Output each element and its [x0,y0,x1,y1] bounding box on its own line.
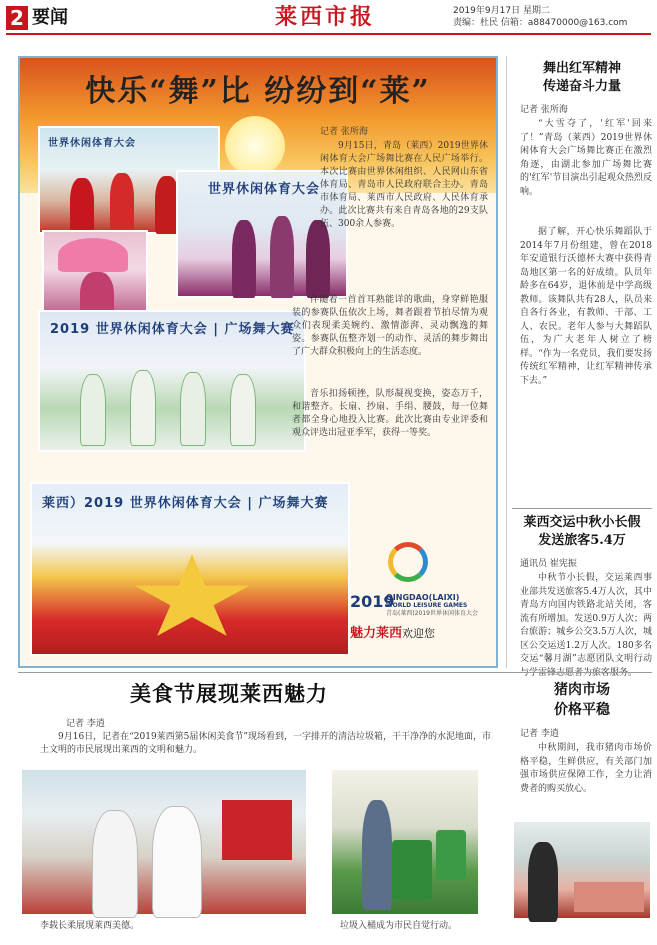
story1-title-2: 传递奋斗力量 [542,79,621,94]
logo-en-2: WORLD LEISURE GAMES [386,602,468,609]
dance-photo-5 [30,482,350,656]
person-figure [152,806,202,918]
logo-year: 2019 [350,592,395,611]
food-body: 9月16日，记者在“2019莱西第5届休闲美食节”现场看到，一字排开的清洁垃圾箱，干干净净的水泥地面，市土文明的市民展现出莱西的文明和魅力。 [40,732,492,755]
story1-byline: 记者 张所海 [520,105,568,115]
welcome-black: 欢迎您 [402,627,436,640]
story2-byline: 通讯员 崔宪振 [520,559,577,569]
logo-cn: 青岛(莱西)2019世界休闲体育大会 [386,610,478,617]
editor-info: 责编：杜民 信箱：a88470000@163.com [453,18,628,28]
umbrella-graphic [58,238,128,272]
masthead: 莱西市报 [275,4,376,30]
feature-box [18,56,498,668]
feature-body-3: 音乐扣扬顿挫，队形凝视变换，姿态万千，和谐整齐。长扇、抄扇、手绢、腰鼓，每一位舞者都全身心地投入比赛。此次比赛由专业评委和观众评选出冠亚季军，获得一等奖。 [292,389,488,438]
dancer-figure [70,178,94,234]
banner-text-4: 莱西）2019 世界休闲体育大会 | 广场舞大赛 [42,496,329,511]
welcome-red: 魅力莱西 [350,626,403,641]
pork-photo [512,820,652,920]
story1-title-1: 舞出红军精神 [542,61,621,76]
header-rule [6,33,651,35]
feature-title: 快乐“舞”比 纷纷到“莱” [85,74,431,109]
column-rule [506,56,507,668]
logo-en-1: QINGDAO(LAIXI) [386,593,460,602]
story1-body-1: “大雪夺了，'红军'回来了！”青岛（莱西）2019世界休闲体育大会广场舞比赛正在激烈角逐，由湖北参加广场舞比赛的'红军'节目演出引起观众热烈反响。 [520,119,652,197]
dancer-figure [230,374,256,446]
divider [512,508,652,509]
story1-body-2: 据了解，开心快乐舞蹈队于2014年7月份组建，曾在2018年安道银行沃德杯大赛中获得青岛地区第一名的好成绩。队员年龄多在64岁，退休前是中学高级教师。该舞队共有28人，队员来自各行各业，有教师、干部、工人、农民。老年人参与大舞蹈队伍，为广大老年人树立了榜样。“作为一名党员，我们要发扬传统红军精神，让红军精神传承下去。” [520,227,652,386]
dancer-figure [80,374,106,446]
banner-text-3: 2019 世界休闲体育大会 | 广场舞大赛 [50,322,295,337]
pork-body: 中秋期间，我市猪肉市场价格平稳，生鲜供应，有关部门加强市场供应保障工作，全力让消费者的购买放心。 [520,743,652,794]
feature-byline: 记者 张所海 [320,127,368,137]
meat-counter [574,882,644,912]
pork-title-1: 猪肉市场 [554,682,610,698]
dancer-figure [130,370,156,446]
trash-bin-graphic [392,840,432,900]
stall-sign [222,800,292,860]
food-title: 美食节展现莱西魅力 [130,681,328,706]
dancer-figure [110,173,134,233]
dancer-figure [306,220,330,298]
dancer-figure [270,216,294,298]
person-figure [362,800,392,910]
dancer-figure [232,220,256,298]
person-figure [528,842,558,922]
sun-graphic [225,116,285,176]
banner-text-1: 世界休闲体育大会 [48,138,136,149]
story2-body: 中秋节小长假，交运莱西事业部共发送旅客5.4万人次，其中青岛方向国内铁路北站关闭，客流有所增加。发送0.9万人次；两台旅游；城乡公交3.5万人次，城区公交运送1.2万人次。180多名交运“馨月湖”志愿团队文明行动 [520,573,652,664]
section-divider [18,672,652,673]
dance-photo-4 [38,310,306,452]
feature-body-2: 伴随着一首首耳熟能详的歌曲，身穿鲜艳服装的参赛队伍依次上场，舞者跟着节拍尽情为观众们表现柔美婉约、激情澎湃、灵动飘逸的舞姿。参赛队伍整齐划一的动作、灵活的舞步舞出了广大群众积极向上的生活态度。 [292,295,488,357]
food-caption-1: 李载长柔展现莱西美德。 [40,921,140,931]
story2-title-2: 发送旅客5.4万 [538,533,626,548]
welcome-slogan [350,626,435,642]
person-figure [92,810,138,918]
page-number: 2 [6,6,28,30]
pork-title-2: 价格平稳 [554,702,610,718]
pork-byline: 记者 李逍 [520,729,559,739]
feature-body-1: 9月15日，青岛（莱西）2019世界休闲体育大会广场舞比赛在人民广场举行。本次比赛由世界休闲组织、人民网山东省体育局、青岛市人民政府联合主办。青岛市体育局、莱西市人民政府、人民体育承办。此次比赛共有来自青岛各地的29支队伍、300余人参赛。 [320,141,488,229]
games-logo [370,536,460,596]
food-byline: 记者 李逍 [66,719,105,729]
issue-date: 2019年9月17日 星期二 [453,6,550,16]
logo-ring-icon [388,542,428,582]
trash-bin-graphic [436,830,466,880]
section-name: 要闻 [32,7,68,28]
story2-title-1: 莱西交运中秋小长假 [523,515,641,530]
dancer-figure [180,372,206,446]
star-formation [132,554,252,644]
food-photo-2 [330,768,480,916]
banner-text-2: 世界休闲体育大会 [208,182,321,197]
food-photo-1 [20,768,308,916]
food-caption-2: 垃圾入桶成为市民自觉行动。 [340,921,458,931]
